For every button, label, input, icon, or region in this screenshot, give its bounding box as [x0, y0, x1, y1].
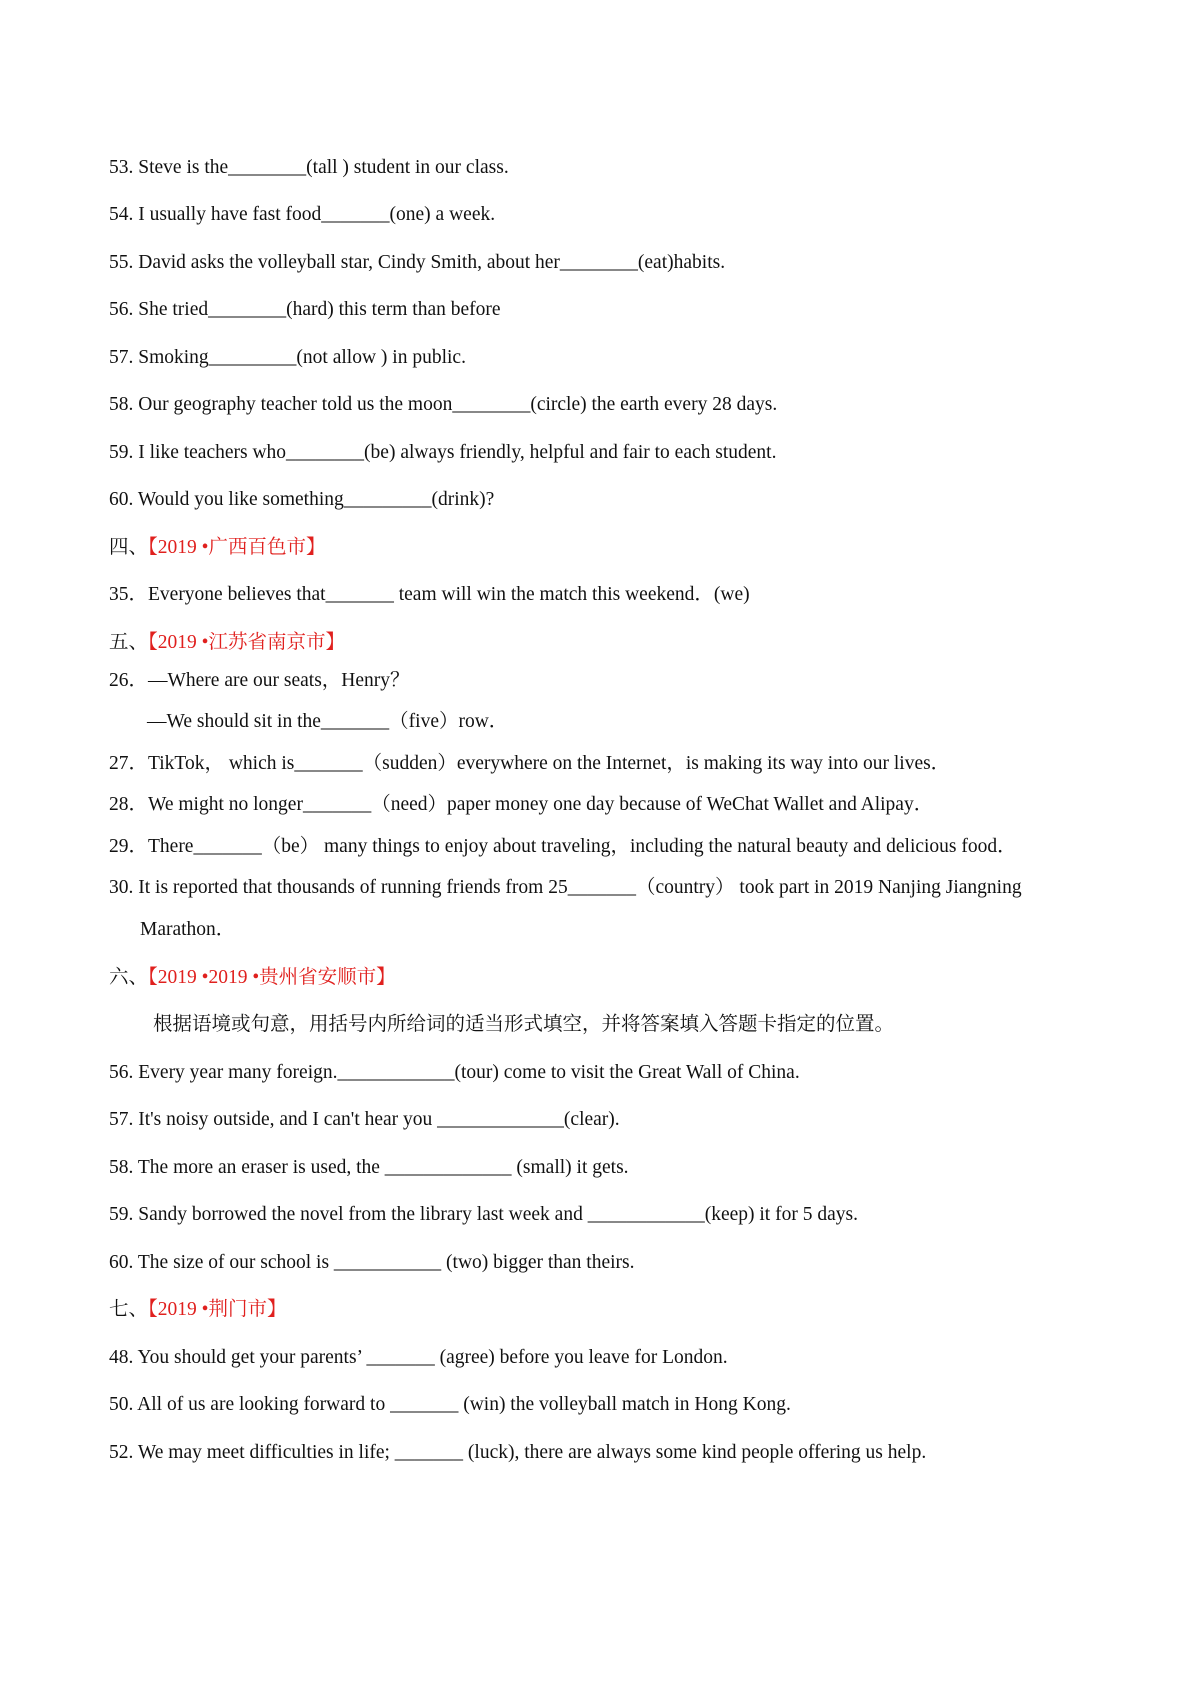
section-6-heading — [109, 966, 396, 990]
section-5-question-28: 28．We might no longer_______（need）paper money one day because of WeChat Wallet and Alipay． — [109, 794, 934, 815]
section-4-question-35: 35．Everyone believes that_______ team will win the match this weekend．(we) — [109, 584, 750, 605]
section-5-number: 五、 — [109, 632, 149, 653]
section-5-question-26-line1: 26．—Where are our seats，Henry？ — [109, 670, 410, 691]
section-5-source: 【2019 •江苏省南京市】 — [148, 632, 345, 653]
section-5-heading — [109, 631, 345, 655]
section-5-question-30-line1: 30. It is reported that thousands of running friends from 25_______（country） took part in 2019 Nanjing Jiangning — [109, 877, 1022, 898]
question-53: 53. Steve is the________(tall ) student in our class. — [109, 157, 509, 178]
section-6-source: 【2019 •2019 •贵州省安顺市】 — [148, 967, 396, 988]
section-7-number: 七、 — [109, 1299, 149, 1320]
section-6-question-59: 59. Sandy borrowed the novel from the library last week and ____________(keep) it for 5 days. — [109, 1204, 858, 1225]
section-7-question-50: 50. All of us are looking forward to _______ (win) the volleyball match in Hong Kong. — [109, 1394, 791, 1415]
section-7-question-48: 48. You should get your parents’ _______ (agree) before you leave for London. — [109, 1347, 728, 1368]
question-55: 55. David asks the volleyball star, Cindy Smith, about her________(eat)habits. — [109, 252, 726, 273]
question-57: 57. Smoking_________(not allow ) in public. — [109, 347, 466, 368]
section-5-question-29: 29．There_______（be） many things to enjoy about traveling，including the natural beauty and delicious food． — [109, 836, 1017, 857]
section-4-heading — [109, 536, 325, 560]
section-6-question-58: 58. The more an eraser is used, the _____________ (small) it gets. — [109, 1157, 629, 1178]
section-7-heading — [109, 1298, 286, 1322]
section-6-number: 六、 — [109, 967, 149, 988]
section-5-question-30-line2: Marathon． — [140, 919, 236, 940]
section-7-source: 【2019 •荆门市】 — [148, 1299, 287, 1320]
question-56: 56. She tried________(hard) this term than before — [109, 299, 501, 320]
section-5-question-27: 27．TikTok， which is_______（sudden）everywhere on the Internet，is making its way into our lives． — [109, 753, 951, 774]
section-5-question-26-line2: —We should sit in the_______（five）row． — [147, 711, 509, 732]
section-4-source: 【2019 •广西百色市】 — [148, 537, 326, 558]
section-6-question-57: 57. It's noisy outside, and I can't hear you _____________(clear). — [109, 1109, 620, 1130]
section-6-question-56: 56. Every year many foreign.____________(tour) come to visit the Great Wall of China. — [109, 1062, 800, 1083]
question-58: 58. Our geography teacher told us the moon________(circle) the earth every 28 days. — [109, 394, 778, 415]
section-7-question-52: 52. We may meet difficulties in life; _______ (luck), there are always some kind people offering us help. — [109, 1442, 927, 1463]
section-4-number: 四、 — [109, 537, 149, 558]
question-59: 59. I like teachers who________(be) always friendly, helpful and fair to each student. — [109, 442, 777, 463]
question-54: 54. I usually have fast food_______(one) a week. — [109, 204, 496, 225]
question-60: 60. Would you like something_________(drink)? — [109, 489, 495, 510]
section-6-instruction: 根据语境或句意，用括号内所给词的适当形式填空，并将答案填入答题卡指定的位置。 — [153, 1014, 895, 1035]
section-6-question-60: 60. The size of our school is ___________ (two) bigger than theirs. — [109, 1252, 635, 1273]
